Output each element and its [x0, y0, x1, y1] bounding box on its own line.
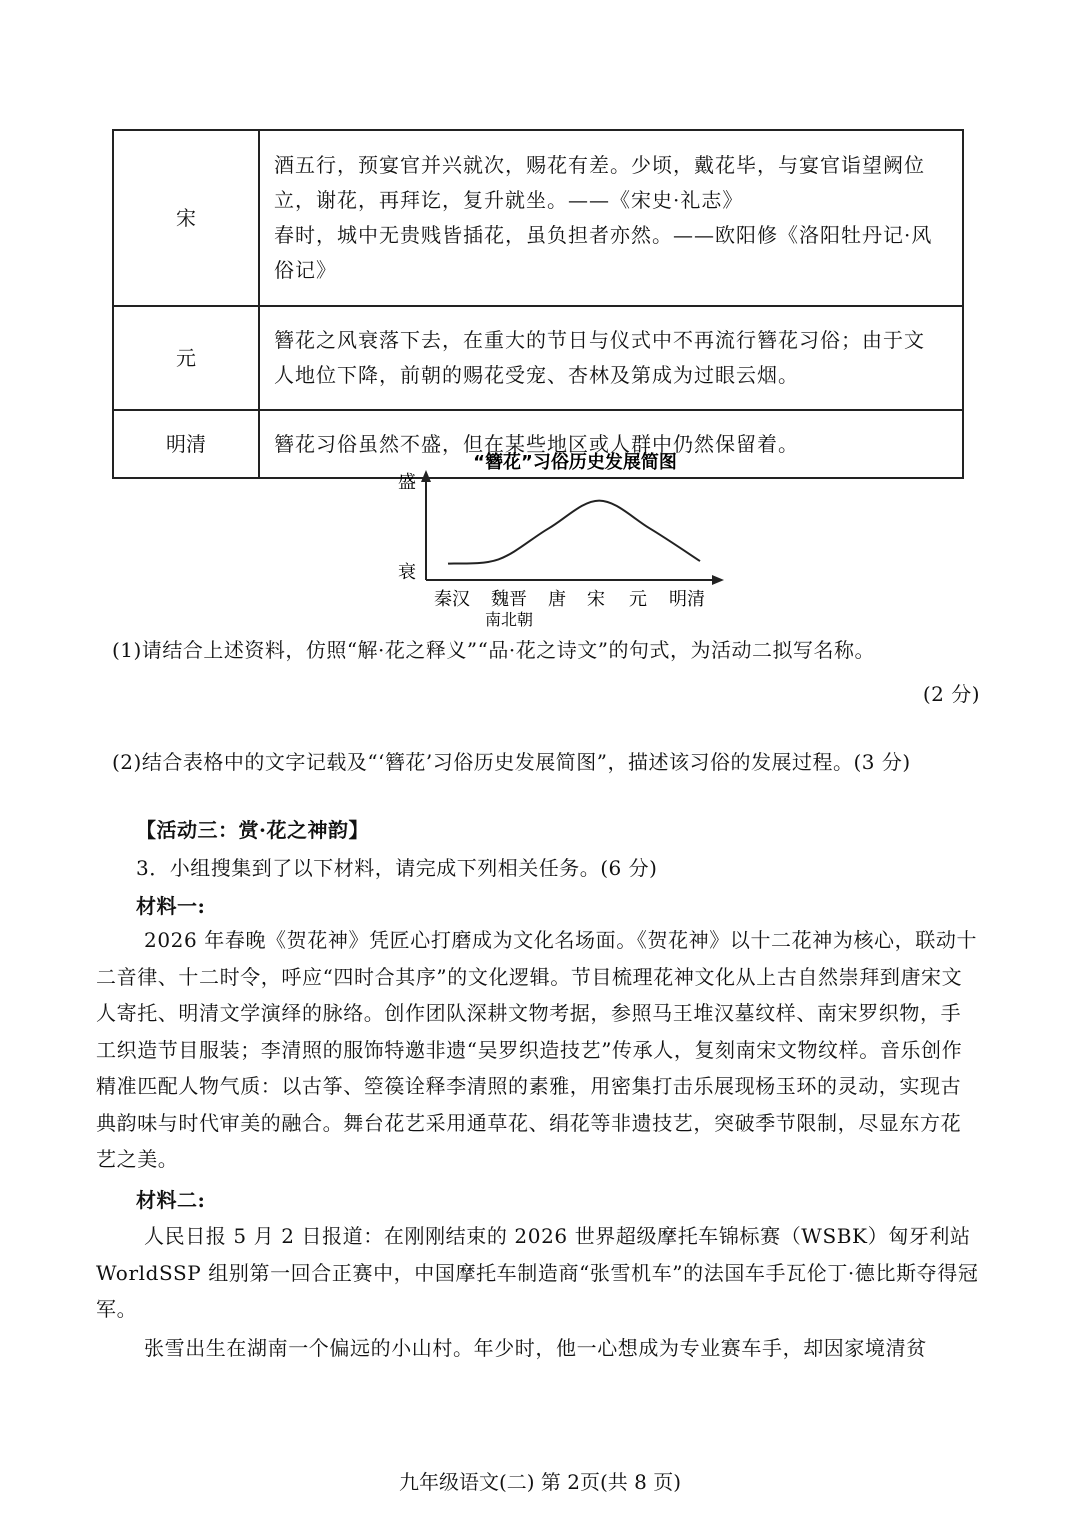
material-2-label: 材料二:	[136, 1188, 206, 1212]
description-line: 立，谢花，再拜讫，复升就坐。——《宋史·礼志》	[274, 188, 744, 212]
description-line: 俗记》	[274, 258, 337, 282]
trend-line	[448, 501, 700, 564]
x-tick-label: 宋	[587, 589, 605, 610]
y-axis-arrow	[421, 470, 431, 482]
description-line: 酒五行，预宴官并兴就次，赐花有差。少顷，戴花毕，与宴官诣望阙位	[274, 153, 925, 177]
history-table	[112, 129, 964, 479]
description-line: 春时，城中无贵贱皆插花，虽负担者亦然。——欧阳修《洛阳牡丹记·风	[274, 223, 933, 247]
activity-3-heading: 【活动三：赏·花之神韵】	[136, 818, 369, 842]
x-axis-arrow	[712, 575, 724, 585]
material-2-paragraph-2: 张雪出生在湖南一个偏远的小山村。年少时，他一心想成为专业赛车手，却因家境清贫	[144, 1336, 927, 1360]
description-line: 簪花习俗虽然不盛，但在某些地区或人群中仍然保留着。	[274, 431, 799, 456]
x-tick-label: 秦汉	[434, 589, 470, 610]
y-label-bottom: 衰	[398, 562, 416, 583]
material-2-paragraph-1: 人民日报 5 月 2 日报道：在刚刚结束的 2026 世界超级摩托车锦标赛（WSBK）匈牙利站 WorldSSP 组别第一回合正赛中，中国摩托车制造商“张雪机车”的法国车手瓦伦丁·德比斯夺得冠军。	[96, 1224, 979, 1321]
x-tick-label: 元	[629, 589, 647, 610]
description-line: 人地位下降，前朝的赐花受宠、杏林及第成为过眼云烟。	[274, 363, 799, 387]
table-row	[113, 130, 963, 306]
era-cell: 明清	[113, 410, 259, 478]
chart-title: “簪花”习俗历史发展简图	[473, 452, 677, 473]
material-1-label: 材料一:	[136, 894, 206, 918]
question-1: (1)请结合上述资料，仿照“解·花之释义”“品·花之诗文”的句式，为活动二拟写名称。	[112, 638, 875, 662]
tick-labels	[434, 589, 705, 629]
question-2: (2)结合表格中的文字记载及“‘簪花’习俗历史发展简图”，描述该习俗的发展过程。(3 分)	[112, 750, 911, 774]
page-footer: 九年级语文(二) 第 2页(共 8 页)	[398, 1470, 682, 1494]
era-cell: 宋	[113, 130, 259, 306]
custom-history-chart	[380, 440, 740, 635]
task-3: 3．小组搜集到了以下材料，请完成下列相关任务。(6 分)	[136, 856, 658, 880]
x-tick-label: 魏晋	[491, 589, 527, 610]
table-row	[113, 306, 963, 410]
description-cell	[259, 130, 963, 306]
x-tick-label: 明清	[669, 589, 705, 610]
era-cell: 元	[113, 306, 259, 410]
x-tick-label: 唐	[548, 589, 566, 610]
x-tick-label: 南北朝	[484, 610, 534, 629]
question-1-score: (2 分)	[922, 682, 980, 706]
description-cell	[259, 306, 963, 410]
y-label-top: 盛	[398, 472, 416, 493]
description-line: 簪花之风衰落下去，在重大的节日与仪式中不再流行簪花习俗；由于文	[274, 328, 925, 352]
material-1-text: 2026 年春晚《贺花神》凭匠心打磨成为文化名场面。《贺花神》以十二花神为核心，联动十二音律、十二时令，呼应“四时合其序”的文化逻辑。节目梳理花神文化从上古自然崇拜到唐宋文人寄托、明清文学演绎的脉络。创作团队深耕文物考据，参照马王堆汉墓纹样、南宋罗织物，手工织造节目服装；李清照的服饰特邀非遗“吴罗织造技艺”传承人，复刻南宋文物纹样。音乐创作精准匹配人物气质：以古筝、箜篌诠释李清照的素雅，用密集打击乐展现杨玉环的灵动，实现古典韵味与时代审美的融合。舞台花艺采用通草花、绢花等非遗技艺，突破季节限制，尽显东方花艺之美。	[96, 928, 978, 1171]
